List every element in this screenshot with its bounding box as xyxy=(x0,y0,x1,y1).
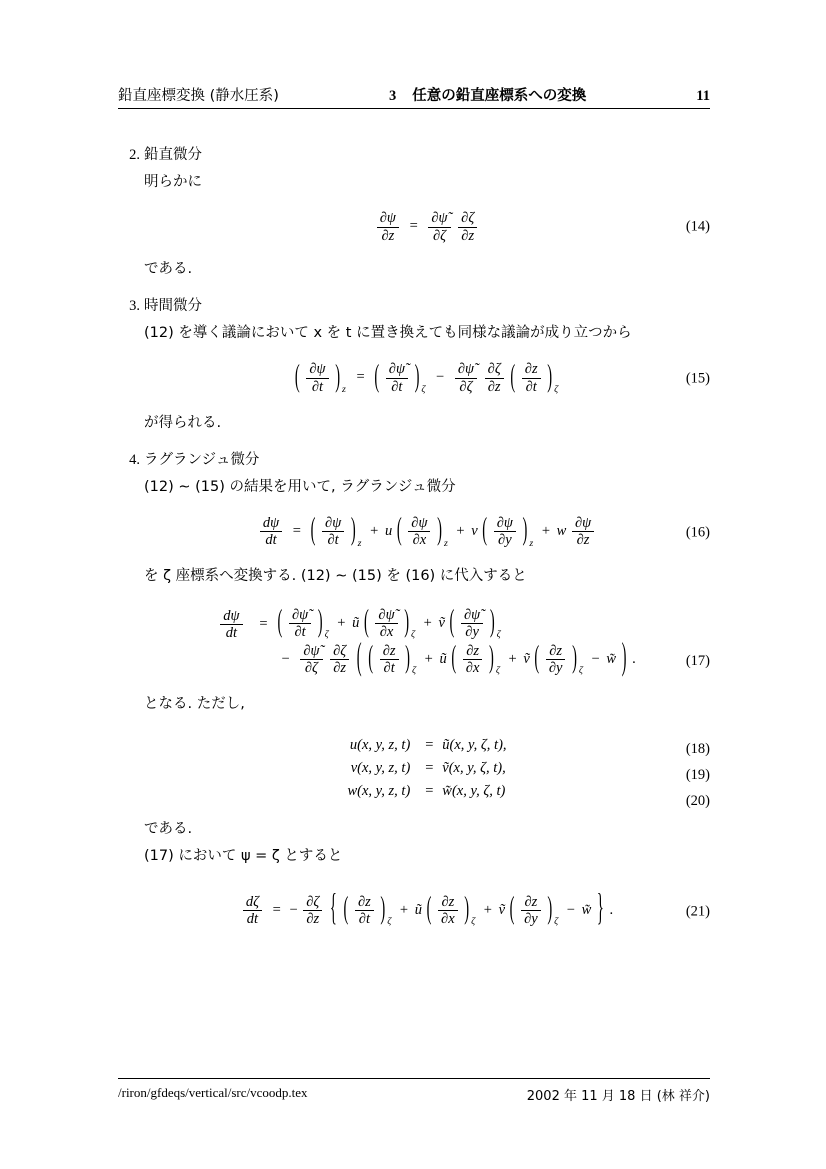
paren-close: ) xyxy=(522,513,528,548)
paren-open: ( xyxy=(534,640,540,676)
footer-rule xyxy=(118,1078,710,1079)
eq17-equals: = xyxy=(259,615,268,632)
eq16-u: u xyxy=(384,523,393,540)
eq16-t2-sub: z xyxy=(443,537,448,549)
eq16-w: w xyxy=(556,523,567,540)
eq21-plus-2: + xyxy=(483,902,492,919)
equation-14 xyxy=(144,210,710,243)
eq17-t2: $\frac{\partial\psĩ}{\partial x}$ xyxy=(375,607,397,640)
eq17-lhs: $\frac{d\psi}{dt}$ xyxy=(220,608,242,641)
equation-number-18: (18) xyxy=(685,741,710,758)
paren-open: ( xyxy=(368,640,374,676)
paren-close: ) xyxy=(464,892,470,927)
item-after-text: である. xyxy=(144,260,193,277)
header-section-title: 任意の鉛直座標系への変換 xyxy=(412,88,587,104)
item-after-text: を ζ 座標系へ変換する. (12) ∼ (15) を (16) に代入すると xyxy=(144,568,527,585)
header-left-title: 鉛直座標変換 (静水圧系) xyxy=(118,88,279,104)
eq17-v-tilde: ṽ xyxy=(438,614,445,631)
paren-open: ( xyxy=(396,513,402,548)
equation-19 xyxy=(347,757,506,780)
paren-open: ( xyxy=(426,892,432,927)
eq21-v-tilde: ṽ xyxy=(498,902,505,919)
eq15-minus: − xyxy=(436,369,445,386)
paren-open: ( xyxy=(451,640,457,676)
paren-open: ( xyxy=(449,604,455,640)
eq17-plus-4: + xyxy=(508,650,517,667)
eq21-w-tilde: w̃ xyxy=(581,902,592,919)
paren-close: ) xyxy=(335,359,341,395)
eq18-rhs: ũ(x, y, ζ, t), xyxy=(442,737,507,754)
eq21-lhs: $\frac{d\zeta}{dt}$ xyxy=(243,894,262,927)
eq14-equals: = xyxy=(409,218,418,235)
equation-16 xyxy=(144,515,710,551)
eq17-t3-sub: ζ xyxy=(496,628,501,640)
eq15-t4-sub: ζ xyxy=(554,383,559,395)
eq19-lhs: v(x, y, z, t) xyxy=(350,760,411,777)
paren-open-outer: ( xyxy=(356,637,362,679)
eq16-t3-sub: z xyxy=(529,537,534,549)
equation-number-15: (15) xyxy=(685,370,710,387)
eq17-s5-sub: ζ xyxy=(578,665,583,677)
equation-number-20: (20) xyxy=(685,793,710,810)
eq14-r2: $\frac{\partial\zeta}{\partial z}$ xyxy=(458,210,477,243)
eq17-s3: $\frac{\partial z}{\partial t}$ xyxy=(380,643,399,676)
item-number: 4. xyxy=(129,451,140,468)
eq14-r1: $\frac{\partial\psĩ}{\partial\zeta}$ xyxy=(428,210,450,243)
item-title: 時間微分 xyxy=(144,298,202,315)
paren-open: ( xyxy=(310,513,316,548)
paren-close: ) xyxy=(437,513,442,548)
item-text: (12) を導く議論において x を t に置き換えても同様な議論が成り立つから xyxy=(144,325,632,342)
eq17-v-tilde-2: ṽ xyxy=(523,650,530,667)
paren-open: ( xyxy=(294,359,300,395)
equation-20 xyxy=(347,780,506,803)
eq20-lhs: w(x, y, z, t) xyxy=(347,783,411,800)
paren-close: ) xyxy=(489,604,495,640)
item-after-text-2: となる. ただし, xyxy=(144,695,245,712)
eq16-plus-2: + xyxy=(456,523,465,540)
eq16-lhs: $\frac{d\psi}{dt}$ xyxy=(260,515,282,548)
item-text: 明らかに xyxy=(144,174,202,191)
equation-number-21: (21) xyxy=(685,903,710,920)
eq19-equals: = xyxy=(425,760,434,777)
eq17-s3-sub: ζ xyxy=(412,665,417,677)
eq17-minus: − xyxy=(281,650,290,667)
equation-group-18-20 xyxy=(144,734,710,810)
eq21-f1: $\frac{\partial\zeta}{\partial z}$ xyxy=(303,894,322,927)
eq17-u-tilde-2: ũ xyxy=(439,650,447,667)
equation-21 xyxy=(144,888,710,930)
header-section-number: 3 xyxy=(388,88,397,104)
eq19-rhs: ṽ(x, y, ζ, t), xyxy=(442,760,506,777)
header-rule xyxy=(118,108,710,109)
paren-close: ) xyxy=(350,513,356,548)
paren-close: ) xyxy=(414,359,420,395)
equation-number-14: (14) xyxy=(685,218,710,235)
eq17-period: . xyxy=(632,650,636,667)
eq21-period: . xyxy=(609,902,614,919)
eq21-t3-sub: ζ xyxy=(554,916,559,928)
paren-close: ) xyxy=(380,892,386,927)
header-page-number: 11 xyxy=(696,88,710,104)
paren-open: ( xyxy=(343,892,349,927)
eq17-t1-sub: ζ xyxy=(324,628,329,640)
equation-number-16: (16) xyxy=(685,524,710,541)
footer-date-author: 2002 年 11 月 18 日 (林 祥介) xyxy=(526,1089,710,1104)
page-header xyxy=(118,84,710,105)
paren-open: ( xyxy=(277,604,283,640)
eq15-lhs-sub: z xyxy=(342,383,346,395)
eq16-v: v xyxy=(471,523,478,540)
eq17-t2-sub: ζ xyxy=(411,628,416,640)
eq21-t1: $\frac{\partial z}{\partial t}$ xyxy=(355,894,374,927)
eq18-lhs: u(x, y, z, t) xyxy=(349,737,411,754)
eq21-t3: $\frac{\partial z}{\partial y}$ xyxy=(521,894,541,927)
eq16-t1: $\frac{\partial\psi}{\partial t}$ xyxy=(322,515,344,548)
eq21-u-tilde: ũ xyxy=(414,902,422,919)
item-text: (12) ∼ (15) の結果を用いて, ラグランジュ微分 xyxy=(144,478,456,495)
eq17-t3: $\frac{\partial\psĩ}{\partial y}$ xyxy=(461,607,483,640)
eq15-equals: = xyxy=(356,369,365,386)
list-item-4 xyxy=(129,449,710,930)
eq17-s4-sub: ζ xyxy=(495,665,500,677)
eq14-lhs: $\frac{\partial\psi}{\partial z}$ xyxy=(377,210,399,243)
eq15-t1: $\frac{\partial\psĩ}{\partial t}$ xyxy=(386,361,408,394)
eq21-t1-sub: ζ xyxy=(387,916,392,928)
eq20-rhs: w̃(x, y, ζ, t) xyxy=(442,783,506,800)
eq15-lhs: $\frac{\partial\psi}{\partial t}$ xyxy=(306,361,328,394)
paren-close-outer: ) xyxy=(621,637,627,679)
paren-open: ( xyxy=(363,604,369,640)
eq21-t2-sub: ζ xyxy=(471,916,476,928)
item-number: 3. xyxy=(129,298,140,315)
eq20-equals: = xyxy=(425,783,434,800)
eq17-plus-2: + xyxy=(423,614,432,631)
item-after-text: が得られる. xyxy=(144,414,222,431)
eq17-s5: $\frac{\partial z}{\partial y}$ xyxy=(546,643,566,676)
eq21-t2: $\frac{\partial z}{\partial x}$ xyxy=(438,894,458,927)
eq15-t4: $\frac{\partial z}{\partial t}$ xyxy=(522,361,541,394)
paren-close: ) xyxy=(405,640,411,676)
paren-open: ( xyxy=(510,359,516,395)
paren-close: ) xyxy=(489,640,494,676)
paren-close: ) xyxy=(317,604,323,640)
equation-18 xyxy=(347,734,506,757)
item-title: ラグランジュ微分 xyxy=(144,451,260,468)
eq16-t1-sub: z xyxy=(357,537,362,549)
eq16-equals: = xyxy=(292,523,301,540)
page-footer xyxy=(118,1085,710,1104)
eq17-s2: $\frac{\partial\zeta}{\partial z}$ xyxy=(330,643,349,676)
eq17-s1: $\frac{\partial\psĩ}{\partial\zeta}$ xyxy=(300,643,322,676)
list-item-3 xyxy=(129,295,710,435)
brace-close: } xyxy=(596,888,604,930)
eq21-plus-1: + xyxy=(399,902,409,919)
eq17-plus-3: + xyxy=(424,650,433,667)
eq16-plus-3: + xyxy=(541,523,551,540)
eq21-minus-2: − xyxy=(566,902,575,919)
eq17-t1: $\frac{\partial\psĩ}{\partial t}$ xyxy=(289,607,311,640)
item-psi-zeta-text: (17) において ψ = ζ とすると xyxy=(144,847,343,864)
item-number: 2. xyxy=(129,147,140,163)
eq15-t3: $\frac{\partial\zeta}{\partial z}$ xyxy=(485,361,504,394)
eq16-t4: $\frac{\partial\psi}{\partial z}$ xyxy=(572,515,594,548)
page-content xyxy=(118,130,710,944)
paren-close: ) xyxy=(547,892,553,927)
paren-close: ) xyxy=(547,359,553,395)
eq15-t2: $\frac{\partial\psĩ}{\partial\zeta}$ xyxy=(455,361,477,394)
item-title: 鉛直微分 xyxy=(144,147,202,163)
eq16-t3: $\frac{\partial\psi}{\partial y}$ xyxy=(494,515,516,548)
paren-open: ( xyxy=(482,513,488,548)
paren-open: ( xyxy=(374,359,380,395)
eq17-s4: $\frac{\partial z}{\partial x}$ xyxy=(463,643,483,676)
eq17-u-tilde: ũ xyxy=(352,614,360,631)
paren-close: ) xyxy=(404,604,410,640)
equation-number-17: (17) xyxy=(685,652,710,669)
eq17-minus-2: − xyxy=(591,650,600,667)
footer-source-path: /riron/gfdeqs/vertical/src/vcoodp.tex xyxy=(118,1085,308,1100)
eq16-plus-1: + xyxy=(370,523,379,540)
eq15-t1-sub: ζ xyxy=(421,383,426,395)
brace-open: { xyxy=(329,888,337,930)
item-after-text-3: である. xyxy=(144,820,193,837)
equation-15 xyxy=(144,361,710,397)
eq18-equals: = xyxy=(425,737,434,754)
paren-open: ( xyxy=(509,892,515,927)
equation-number-19: (19) xyxy=(685,767,710,784)
equation-17 xyxy=(144,604,710,679)
eq17-plus-1: + xyxy=(337,614,346,631)
list-item-2 xyxy=(129,144,710,281)
eq16-t2: $\frac{\partial\psi}{\partial x}$ xyxy=(408,515,430,548)
eq21-equals: = xyxy=(272,902,281,919)
eq17-w-tilde: w̃ xyxy=(606,650,617,667)
eq21-minus: − xyxy=(289,902,298,919)
paren-close: ) xyxy=(572,640,577,676)
